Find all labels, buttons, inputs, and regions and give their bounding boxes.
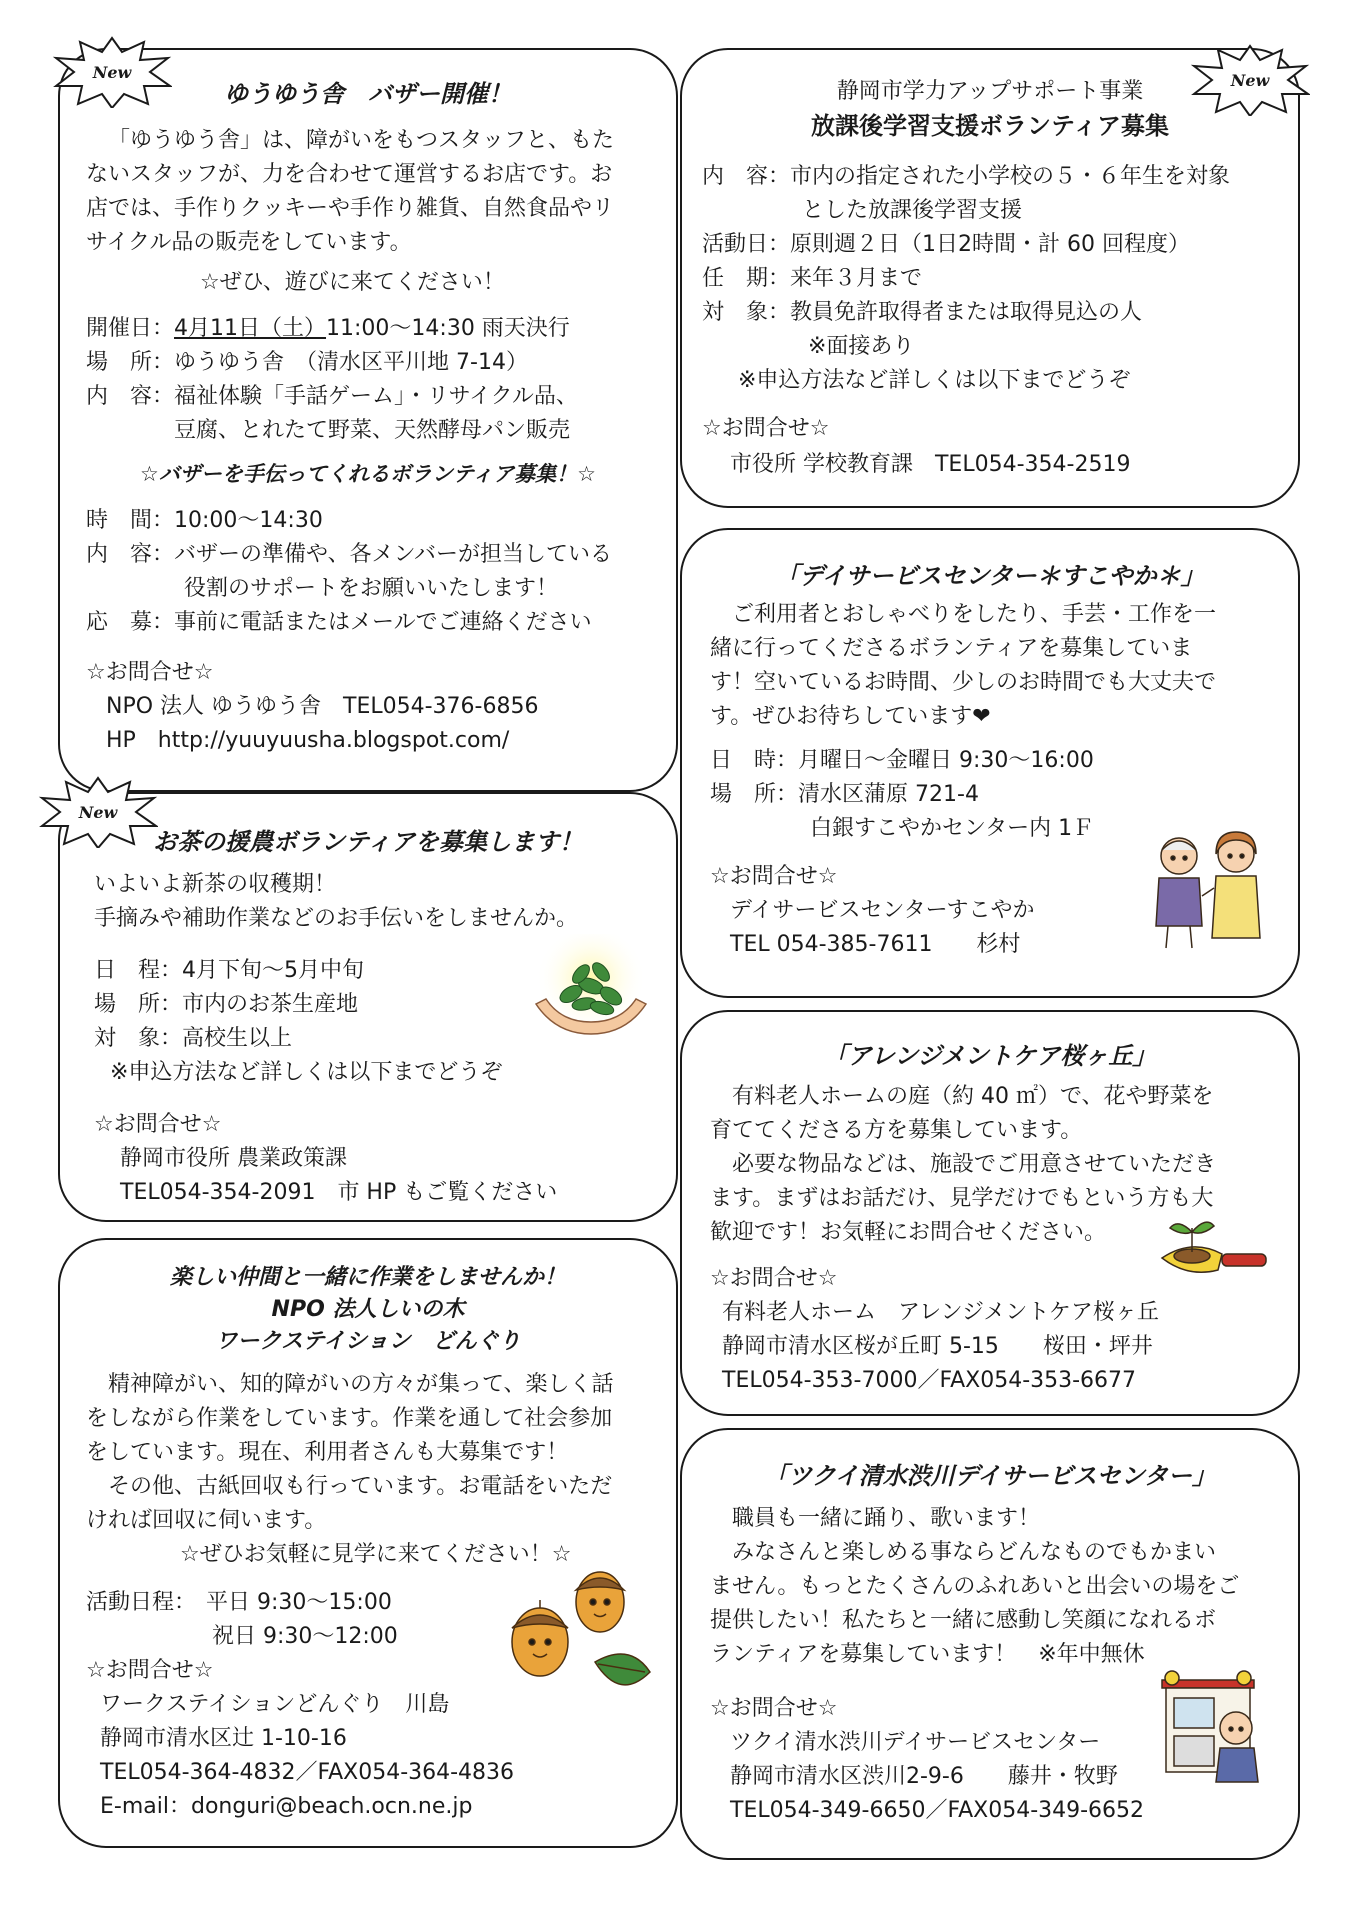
arrange-body-line: 育ててくださる方を募集しています。	[710, 1118, 1083, 1143]
arrange-body-line: ます。まずはお話だけ、見学だけでもという方も大	[710, 1186, 1214, 1211]
tea-box	[58, 792, 678, 1222]
tsukui-contact-2: 静岡市清水区渋川2-9-6 藤井・牧野	[730, 1764, 1118, 1789]
yuyu-intro-line: ないスタッフが、力を合わせて運営するお店です。お	[86, 162, 613, 187]
tea-place-row	[94, 988, 358, 1022]
donguri-box	[58, 1238, 678, 1848]
yuyu-date-value: 4月11日（土）	[174, 316, 327, 341]
tea-contact-1: 静岡市役所 農業政策課	[120, 1146, 347, 1171]
sukoyaka-place-row	[710, 778, 979, 812]
study-target-value: 教員免許取得者または取得見込の人	[790, 300, 1143, 325]
study-content-row	[702, 160, 1230, 194]
yuyu-date-row	[86, 312, 570, 346]
yuyu-content-value-2: 豆腐、とれたて野菜、天然酵母パン販売	[174, 418, 571, 443]
yuyu-place-row	[86, 346, 528, 380]
tsukui-contact-3: TEL054-349-6650／FAX054-349-6652	[730, 1798, 1145, 1823]
sukoyaka-contact-head: ☆お問合せ☆	[710, 864, 838, 889]
tea-target-row	[94, 1022, 292, 1056]
tsukui-body-line: 提供したい！私たちと一緒に感動し笑顔になれるボ	[710, 1608, 1217, 1633]
sukoyaka-body-line: す。ぜひお待ちしています❤	[710, 704, 991, 729]
yuyu-date-label: 開催日：	[86, 316, 175, 341]
tea-note: ※申込方法など詳しくは以下までどうぞ	[110, 1060, 503, 1085]
donguri-contact-4: E-mail：donguri@beach.ocn.ne.jp	[100, 1794, 473, 1819]
arrange-body-line: 有料老人ホームの庭（約 40 ㎡）で、花や野菜を	[732, 1084, 1214, 1109]
study-act-value: 原則週２日（1日2時間・計 60 回程度）	[790, 232, 1190, 257]
study-title-1: 静岡市学力アップサポート事業	[836, 79, 1144, 104]
arrange-contact-3: TEL054-353-7000／FAX054-353-6677	[722, 1368, 1137, 1393]
yuyu-place-value: ゆうゆう舎 （清水区平川地 7-14）	[174, 350, 528, 375]
study-content-value-2: とした放課後学習支援	[802, 198, 1023, 223]
tea-target-label: 対 象：	[94, 1026, 183, 1051]
study-interview: ※面接あり	[808, 334, 915, 359]
yuyu-volunteer-title: ☆バザーを手伝ってくれるボランティア募集！☆	[140, 462, 596, 486]
donguri-act-value-1: 平日 9:30～15:00	[206, 1590, 392, 1615]
sukoyaka-body	[710, 598, 1216, 734]
study-content-label: 内 容：	[702, 164, 791, 189]
donguri-body-line: をしながら作業をしています。作業を通して社会参加	[86, 1406, 613, 1431]
study-content-value: 市内の指定された小学校の５・６年生を対象	[790, 164, 1231, 189]
sukoyaka-contact-2: TEL 054-385-7611 杉村	[730, 932, 1021, 957]
new-badge-yuyu	[52, 36, 172, 108]
donguri-act-label: 活動日程：	[86, 1590, 197, 1615]
study-target-label: 対 象：	[702, 300, 791, 325]
yuyu-task-value: バザーの準備や、各メンバーが担当している	[174, 542, 613, 567]
study-box	[680, 48, 1300, 508]
yuyu-contact-head: ☆お問合せ☆	[86, 660, 214, 685]
new-badge-text: New	[1230, 71, 1270, 90]
sukoyaka-contact-1: デイサービスセンターすこやか	[730, 898, 1035, 923]
yuyu-intro	[86, 124, 614, 260]
yuyu-contact-2: HP http://yuuyuusha.blogspot.com/	[106, 728, 510, 753]
donguri-body-line: ければ回収に伺います。	[86, 1508, 327, 1533]
tsukui-contact-1: ツクイ清水渋川デイサービスセンター	[730, 1730, 1101, 1755]
study-note: ※申込方法など詳しくは以下までどうぞ	[738, 368, 1131, 393]
donguri-title-1: 楽しい仲間と一緒に作業をしませんか！	[169, 1265, 566, 1290]
tsukui-contact-head: ☆お問合せ☆	[710, 1696, 838, 1721]
new-badge-text: New	[92, 63, 132, 82]
caregiver-elder-icon	[1144, 826, 1274, 956]
yuyu-content-row	[86, 380, 578, 414]
study-term-value: 来年３月まで	[790, 266, 923, 291]
study-term-row	[702, 262, 922, 296]
sukoyaka-time-value: 月曜日～金曜日 9:30～16:00	[798, 748, 1094, 773]
study-target-row	[702, 296, 1142, 330]
yuyu-time-value: 10:00～14:30	[174, 508, 323, 533]
study-act-label: 活動日：	[702, 232, 791, 257]
arrange-title: 「アレンジメントケア桜ヶ丘」	[823, 1042, 1157, 1070]
donguri-body-line: をしています。現在、利用者さんも大募集です！	[86, 1440, 569, 1465]
tea-place-label: 場 所：	[94, 992, 183, 1017]
yuyu-apply-row	[86, 606, 592, 640]
sukoyaka-place-label: 場 所：	[710, 782, 799, 807]
tea-sched-row	[94, 954, 364, 988]
sukoyaka-place-value-2: 白銀すこやかセンター内 1Ｆ	[810, 816, 1095, 841]
arrange-body	[710, 1080, 1216, 1250]
sukoyaka-body-line: ご利用者とおしゃべりをしたり、手芸・工作を一	[732, 602, 1217, 627]
donguri-title-3: ワークステイション どんぐり	[215, 1329, 521, 1354]
donguri-act-value-2: 祝日 9:30～12:00	[212, 1624, 398, 1649]
tea-contact-head: ☆お問合せ☆	[94, 1112, 222, 1137]
elder-at-window-icon	[1158, 1666, 1278, 1786]
sukoyaka-box	[680, 528, 1300, 998]
yuyu-intro-line: 「ゆうゆう舎」は、障がいをもつスタッフと、もた	[108, 128, 615, 153]
arrange-box	[680, 1010, 1300, 1416]
sukoyaka-time-label: 日 時：	[710, 748, 799, 773]
yuyu-place-label: 場 所：	[86, 350, 175, 375]
donguri-act-row	[86, 1586, 392, 1620]
tsukui-body-line: みなさんと楽しめる事ならどんなものでもかまい	[710, 1540, 1217, 1565]
yuyu-time-row	[86, 504, 323, 538]
donguri-body-line: その他、古紙回収も行っています。お電話をいただ	[86, 1474, 613, 1499]
new-badge-text: New	[78, 803, 118, 822]
study-title-2: 放課後学習支援ボランティア募集	[810, 112, 1170, 140]
tea-intro-2: 手摘みや補助作業などのお手伝いをしませんか。	[94, 906, 579, 931]
study-act-row	[702, 228, 1190, 262]
tsukui-body-line: ランティアを募集しています！ ※年中無休	[710, 1642, 1145, 1667]
donguri-body-line: 精神障がい、知的障がいの方々が集って、楽しく話	[108, 1372, 614, 1397]
tea-target-value: 高校生以上	[182, 1026, 293, 1051]
tea-leaves-icon	[526, 934, 656, 1044]
donguri-contact-2: 静岡市清水区辻 1-10-16	[100, 1726, 347, 1751]
tea-sched-label: 日 程：	[94, 958, 183, 983]
tea-intro-1: いよいよ新茶の収穫期！	[94, 872, 337, 897]
trowel-sprout-icon	[1152, 1208, 1272, 1288]
arrange-contact-1: 有料老人ホーム アレンジメントケア桜ヶ丘	[722, 1300, 1159, 1325]
tsukui-body-line: ません。もっとたくさんのふれあいと出会いの場をご	[710, 1574, 1240, 1599]
study-contact-1: 市役所 学校教育課 TEL054-354-2519	[730, 452, 1131, 477]
yuyu-date-rest: 11:00～14:30 雨天決行	[326, 316, 570, 341]
sukoyaka-place-value: 清水区蒲原 721-4	[798, 782, 979, 807]
tea-sched-value: 4月下旬～5月中旬	[182, 958, 365, 983]
tsukui-title: 「ツクイ清水渋川デイサービスセンター」	[764, 1462, 1216, 1490]
new-badge-tea	[38, 776, 158, 848]
yuyu-task-label: 内 容：	[86, 542, 175, 567]
acorn-characters-icon	[500, 1562, 660, 1712]
sukoyaka-body-line: 緒に行ってくださるボランティアを募集していま	[710, 636, 1193, 661]
sukoyaka-body-line: す！空いているお時間、少しのお時間でも大丈夫で	[710, 670, 1217, 695]
yuyu-intro-line: サイクル品の販売をしています。	[86, 230, 412, 255]
yuyu-invite: ☆ぜひ、遊びに来てください！	[200, 270, 505, 295]
tea-place-value: 市内のお茶生産地	[182, 992, 359, 1017]
arrange-contact-head: ☆お問合せ☆	[710, 1266, 838, 1291]
new-badge-study	[1190, 44, 1310, 116]
yuyu-apply-value: 事前に電話またはメールでご連絡ください	[174, 610, 592, 635]
donguri-contact-3: TEL054-364-4832／FAX054-364-4836	[100, 1760, 515, 1785]
tsukui-body	[710, 1502, 1239, 1672]
study-term-label: 任 期：	[702, 266, 791, 291]
yuyu-content-value: 福祉体験「手話ゲーム」・リサイクル品、	[174, 384, 578, 409]
yuyu-task-row	[86, 538, 612, 572]
yuyu-contact-1: NPO 法人 ゆうゆう舎 TEL054-376-6856	[106, 694, 539, 719]
yuyu-time-label: 時 間：	[86, 508, 175, 533]
yuyu-intro-line: 店では、手作りクッキーや手作り雑貨、自然食品やリ	[86, 196, 615, 221]
sukoyaka-time-row	[710, 744, 1094, 778]
yuyu-task-value-2: 役割のサポートをお願いいたします！	[184, 576, 559, 601]
donguri-contact-head: ☆お問合せ☆	[86, 1658, 214, 1683]
arrange-body-line: 必要な物品などは、施設でご用意させていただき	[710, 1152, 1217, 1177]
yuyu-content-label: 内 容：	[86, 384, 175, 409]
donguri-contact-1: ワークステイションどんぐり 川島	[100, 1692, 450, 1717]
tea-contact-2: TEL054-354-2091 市 HP もご覧ください	[120, 1180, 558, 1205]
tsukui-box	[680, 1428, 1300, 1860]
tsukui-body-line: 職員も一緒に踊り、歌います！	[732, 1506, 1041, 1531]
arrange-body-line: 歓迎です！お気軽にお問合せください。	[710, 1220, 1107, 1245]
yuyu-box	[58, 48, 678, 792]
yuyu-apply-label: 応 募：	[86, 610, 175, 635]
study-contact-head: ☆お問合せ☆	[702, 416, 830, 441]
sukoyaka-title: 「デイサービスセンター＊すこやか＊」	[775, 562, 1205, 590]
donguri-body	[86, 1368, 614, 1538]
donguri-title-2: NPO 法人しいの木	[271, 1297, 465, 1322]
donguri-invite: ☆ぜひお気軽に見学に来てください！☆	[180, 1542, 572, 1567]
yuyu-title: ゆうゆう舎 バザー開催！	[224, 80, 512, 108]
arrange-contact-2: 静岡市清水区桜が丘町 5-15 桜田・坪井	[722, 1334, 1153, 1359]
tea-title: お茶の援農ボランティアを募集します！	[152, 828, 584, 856]
